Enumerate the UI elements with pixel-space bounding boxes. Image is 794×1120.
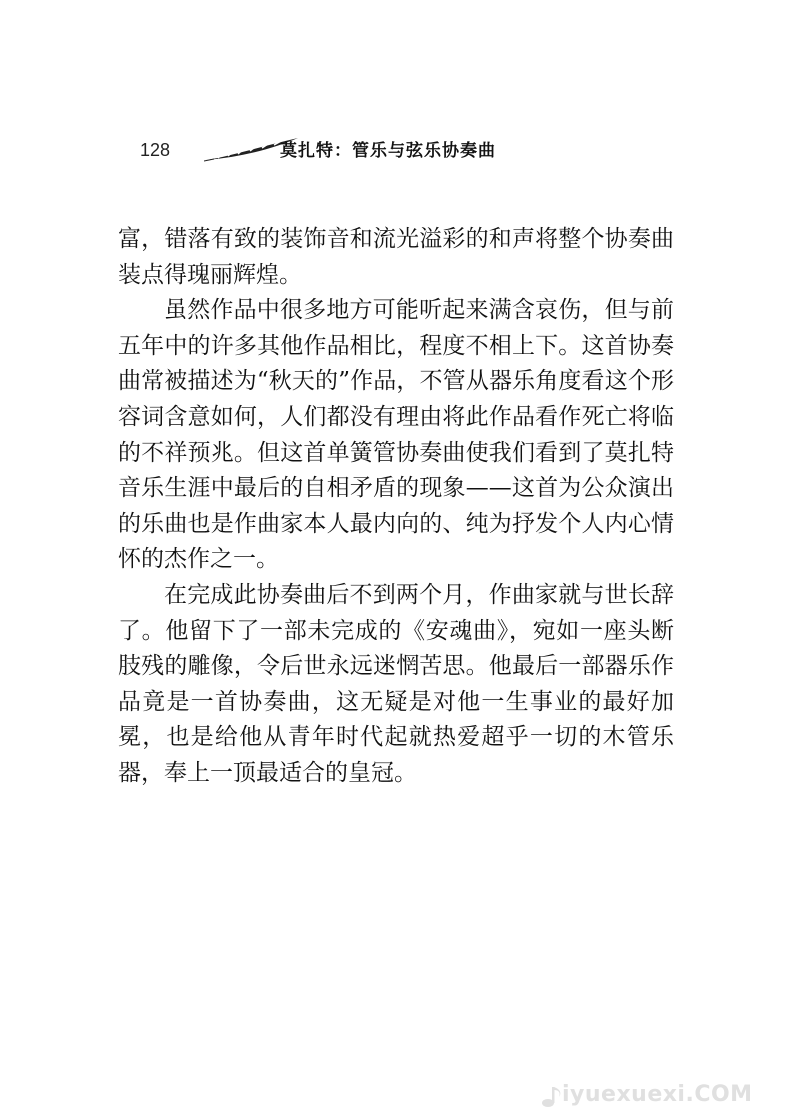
watermark-text: iyuexuexi.COM [562, 1082, 753, 1107]
running-title: 莫扎特：管乐与弦乐协奏曲 [280, 141, 496, 161]
paragraph-1: 富，错落有致的装饰音和流光溢彩的和声将整个协奏曲装点得瑰丽辉煌。 [118, 226, 674, 288]
paragraph-3: 在完成此协奏曲后不到两个月，作曲家就与世长辞了。他留下了一部未完成的《安魂曲》，宛如一座头断肢残的雕像，令后世永远迷惘苦思。他最后一部器乐作品竟是一首协奏曲，这无疑是对他一生事业的最好加冕，也是给他从青年时代起就热爱超乎一切的木管乐器，奉上一顶最适合的皇冠。 [118, 581, 674, 786]
body-text [118, 222, 674, 792]
page-header [140, 130, 600, 170]
paragraph-2: 虽然作品中很多地方可能听起来满含哀伤，但与前五年中的许多其他作品相比，程度不相上下。这首协奏曲常被描述为“秋天的”作品，不管从器乐角度看这个形容词含意如何，人们都没有理由将此作品看作死亡将临的不祥预兆。但这首单簧管协奏曲使我们看到了莫扎特音乐生涯中最后的自相矛盾的现象——这首为公众演出的乐曲也是作曲家本人最内向的、纯为抒发个人内心情怀的杰作之一。 [118, 297, 674, 573]
watermark [540, 1078, 790, 1114]
page-number: 128 [140, 140, 171, 160]
